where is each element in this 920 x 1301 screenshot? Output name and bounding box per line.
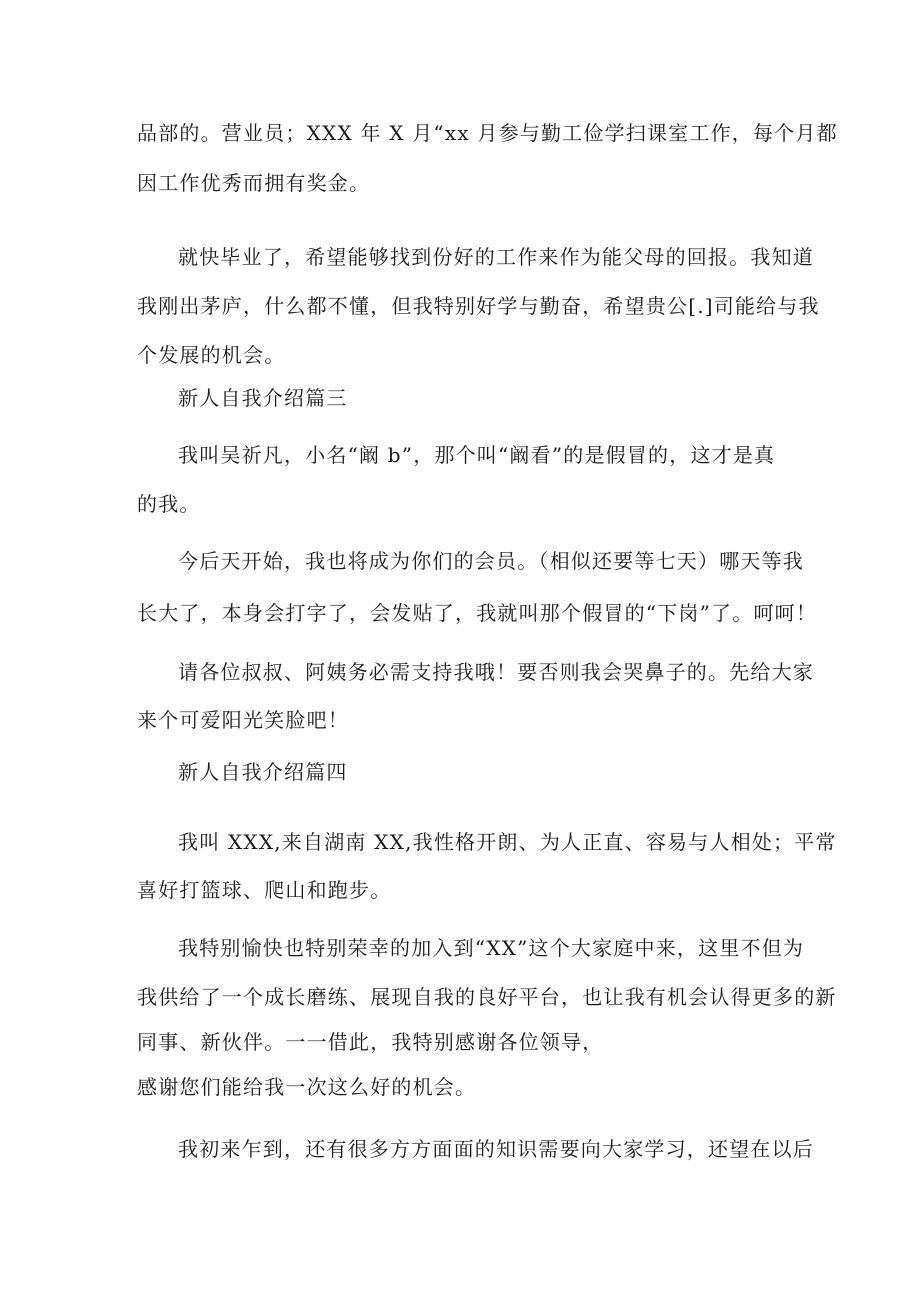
paragraph-line: 因工作优秀而拥有奖金。 (137, 171, 371, 195)
paragraph-line: 我叫 XXX,来自湖南 XX,我性格开朗、为人正直、容易与人相处；平常 (178, 830, 837, 854)
paragraph-line: 长大了，本身会打字了，会发贴了，我就叫那个假冒的“下岗”了。呵呵！ (137, 601, 818, 625)
paragraph-line: 我初来乍到，还有很多方方面面的知识需要向大家学习，还望在以后 (178, 1137, 814, 1161)
section-heading: 新人自我介绍篇四 (178, 760, 348, 784)
section-heading: 新人自我介绍篇三 (178, 386, 348, 410)
paragraph-line: 个发展的机会。 (137, 343, 286, 367)
paragraph-line: 品部的。营业员；XXX 年 X 月“xx 月参与勤工俭学扫课室工作，每个月都 (137, 121, 838, 145)
paragraph-line: 我特别愉快也特别荣幸的加入到“XX”这个大家庭中来，这里不但为 (178, 936, 805, 960)
paragraph-line: 就快毕业了，希望能够找到份好的工作来作为能父母的回报。我知道 (178, 245, 814, 269)
paragraph-line: 喜好打篮球、爬山和跑步。 (137, 878, 392, 902)
paragraph-line: 我刚出茅庐，什么都不懂，但我特别好学与勤奋，希望贵公[.]司能给与我 (137, 294, 820, 318)
paragraph-line: 感谢您们能给我一次这么好的机会。 (137, 1075, 477, 1099)
paragraph-line: 我供给了一个成长磨练、展现自我的良好平台，也让我有机会认得更多的新 (137, 985, 837, 1009)
paragraph-line: 今后天开始，我也将成为你们的会员。（相似还要等七天）哪天等我 (178, 549, 804, 573)
paragraph-line: 请各位叔叔、阿姨务必需支持我哦！要否则我会哭鼻子的。先给大家 (178, 660, 814, 684)
paragraph-line: 的我。 (137, 492, 201, 516)
paragraph-line: 我叫吴祈凡，小名“阚 b”，那个叫“阚看”的是假冒的，这才是真 (178, 443, 776, 467)
paragraph-line: 同事、新伙伴。一一借此，我特别感谢各位领导， (137, 1030, 604, 1054)
paragraph-line: 来个可爱阳光笑脸吧！ (137, 708, 349, 732)
